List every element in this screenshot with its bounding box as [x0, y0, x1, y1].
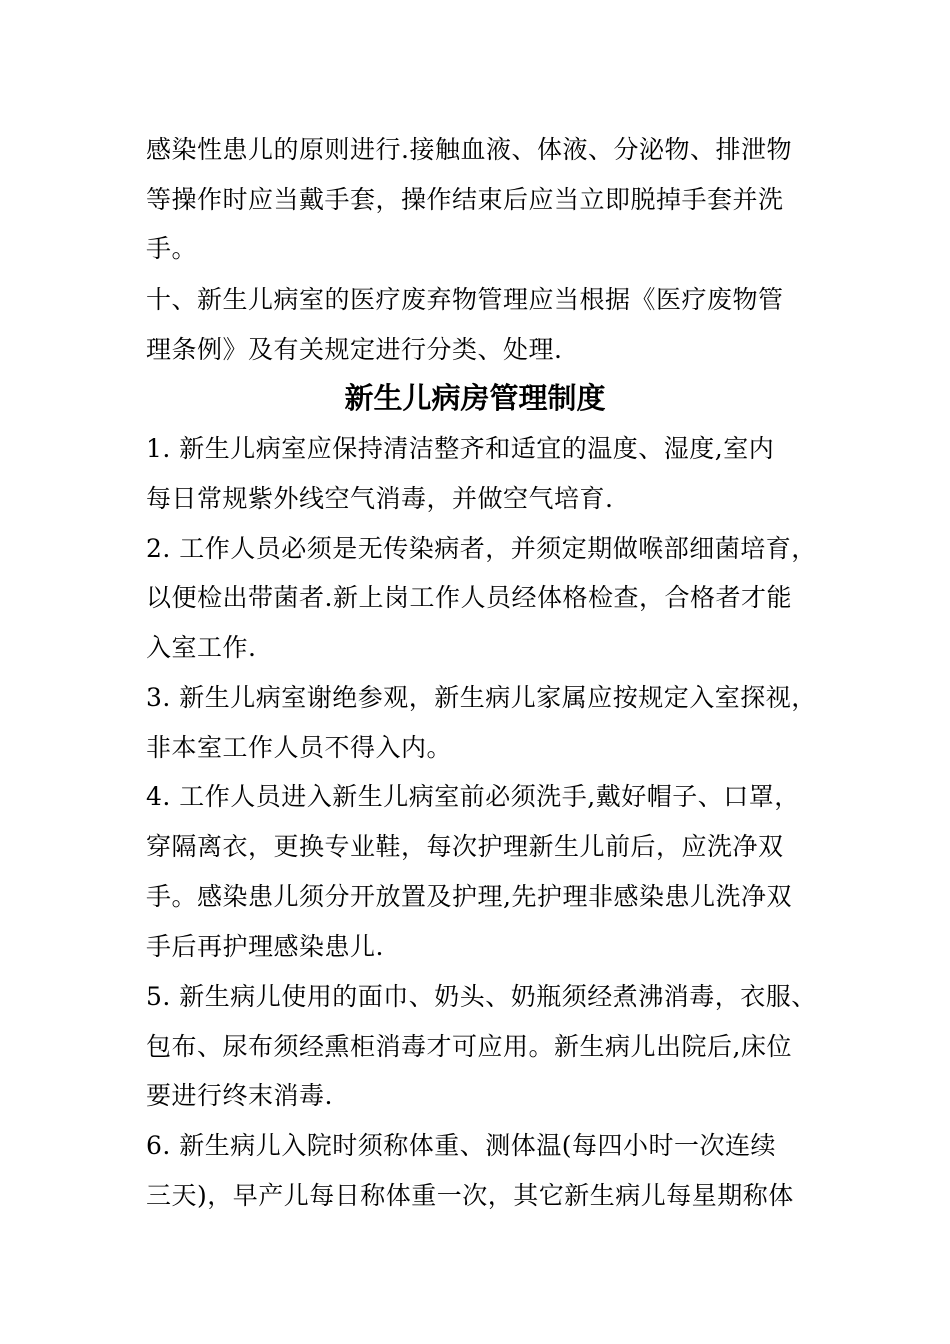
intro-line-4: 十、新生儿病室的医疗废弃物管理应当根据《医疗废物管	[146, 285, 784, 314]
body-line-2: 每日常规紫外线空气消毒，并做空气培育.	[146, 484, 614, 513]
body-line-5: 入室工作.	[146, 633, 257, 662]
body-line-7: 非本室工作人员不得入内。	[146, 733, 453, 762]
body-line-16: 三天)，早产儿每日称体重一次，其它新生病儿每星期称体	[146, 1181, 794, 1210]
intro-line-3: 手。	[146, 234, 198, 263]
body-line-14: 要进行终末消毒.	[146, 1081, 333, 1110]
body-line-8: 4. 工作人员进入新生儿病室前必须洗手,戴好帽子、口罩，	[146, 782, 800, 811]
body-line-10: 手。感染患儿须分开放置及护理,先护理非感染患儿洗净双	[146, 882, 792, 911]
intro-line-2: 等操作时应当戴手套，操作结束后应当立即脱掉手套并洗	[146, 185, 784, 214]
body-line-1: 1. 新生儿病室应保持清洁整齐和适宜的温度、湿度,室内	[146, 434, 775, 463]
body-line-12: 5. 新生病儿使用的面巾、奶头、奶瓶须经煮沸消毒，衣服、	[146, 982, 817, 1011]
body-line-3: 2. 工作人员必须是无传染病者，并须定期做喉部细菌培育，	[146, 534, 817, 563]
body-line-15: 6. 新生病儿入院时须称体重、测体温(每四小时一次连续	[146, 1131, 777, 1160]
intro-line-5: 理条例》及有关规定进行分类、处理.	[146, 335, 563, 364]
section-title: 新生儿病房管理制度	[344, 381, 606, 415]
body-line-13: 包布、尿布须经熏柜消毒才可应用。新生病儿出院后,床位	[146, 1032, 792, 1061]
body-line-4: 以便检出带菌者.新上岗工作人员经体格检查，合格者才能	[146, 583, 792, 612]
body-line-11: 手后再护理感染患儿.	[146, 932, 384, 961]
body-line-9: 穿隔离衣，更换专业鞋，每次护理新生儿前后，应洗净双	[146, 832, 784, 861]
body-line-6: 3. 新生儿病室谢绝参观，新生病儿家属应按规定入室探视，	[146, 683, 817, 712]
intro-line-1: 感染性患儿的原则进行.接触血液、体液、分泌物、排泄物	[146, 135, 792, 164]
